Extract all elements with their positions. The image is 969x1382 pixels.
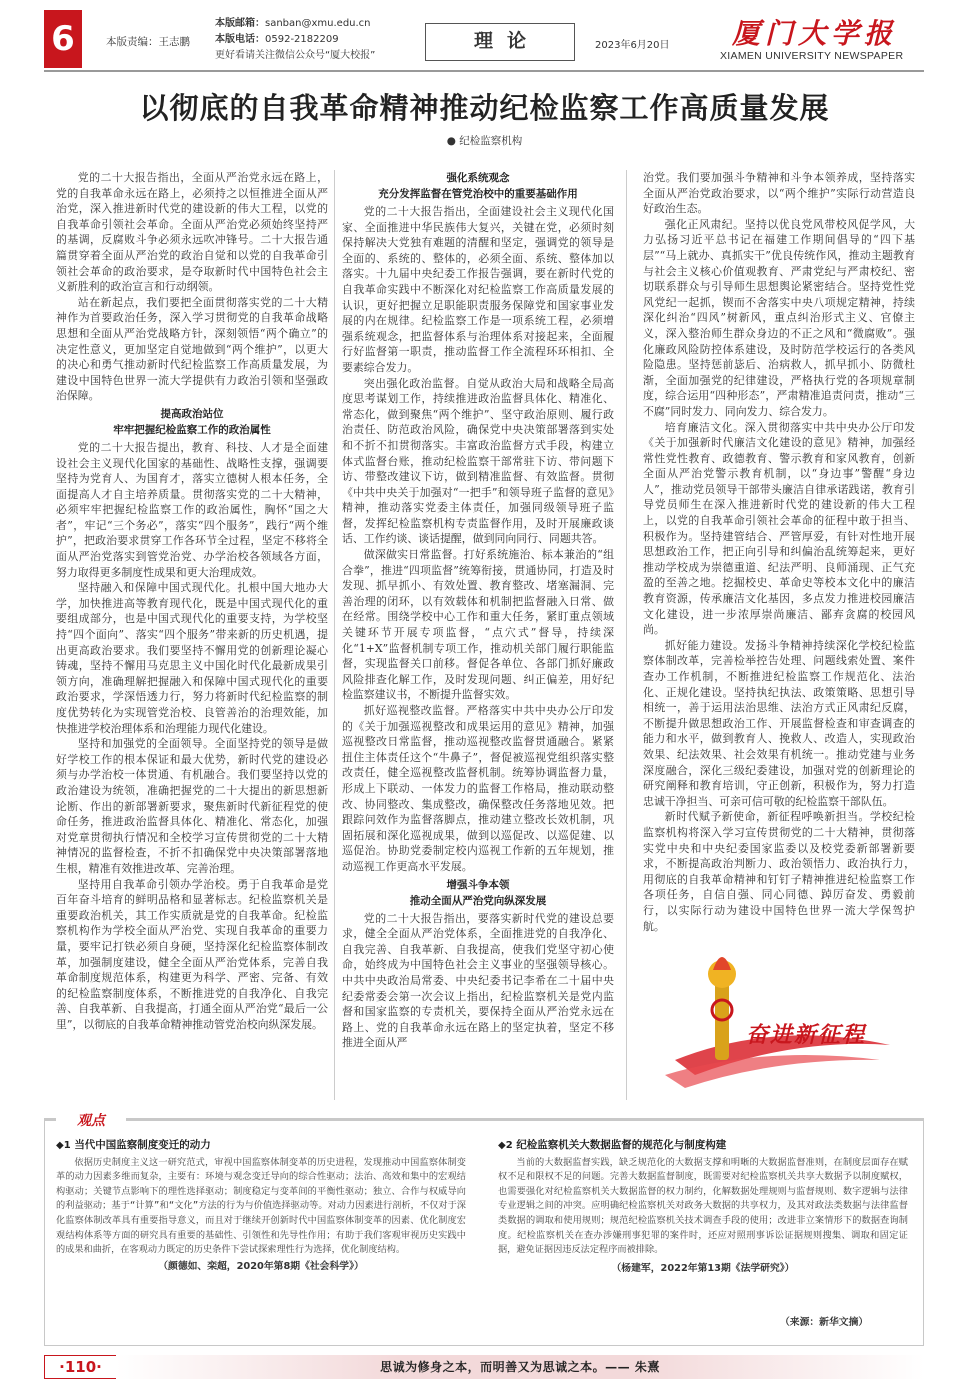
viewpoint-tag: 观点 xyxy=(56,1110,126,1130)
paragraph: 治党。我们要加强斗争精神和斗争本领养成，坚持落实全面从严治党政治要求，以“两个维护”实际行动营造良好政治生态。 xyxy=(643,171,915,216)
article-column-3 xyxy=(643,170,915,960)
editor-credit: 本版责编：王志鹏 xyxy=(106,36,190,48)
paragraph: 抓好巡视整改监督。严格落实中共中央办公厅印发的《关于加强巡视整改和成果运用的意见》精神，加强巡视整改日常监督，推动巡视整改监督贯通融合。紧紧扭住主体责任这个“牛鼻子”，督促被巡视党组织落实整改责任，健全巡视整改监督机制。统筹协调监督力量，形成上下联动、一体发力的监督工作格局，推动联动整改、协同整改、集成整改，确保整改任务落地见效。把跟踪问效作为监督落脚点，推动建立整改长效机制，巩固拓展和深化巡视成果，做到以巡促改、以巡促建、以巡促治。协助党委制定校内巡视工作新的五年规划，推动巡视工作更高水平发展。 xyxy=(342,704,614,873)
reference-item-1 xyxy=(56,1138,466,1274)
reference-title-text: 当代中国监察制度变迁的动力 xyxy=(74,1139,211,1151)
section-title: 理论 xyxy=(425,23,575,61)
subheading-line-2: 牢牢把握纪检监察工作的政治属性 xyxy=(113,423,271,436)
column-divider xyxy=(334,170,335,1100)
paragraph: 站在新起点，我们要把全面贯彻落实党的二十大精神作为首要政治任务，深入学习贯彻党的自我革命战略思想和全面从严治党战略方针，深刻领悟“两个确立”的决定性意义，更加坚定自觉地做到“两个维护”，以更大的决心和勇气推动新时代纪检监察工作高质量发展，为建设中国特色世界一流大学提供有力政治引领和坚强政治保障。 xyxy=(56,295,328,403)
column-divider xyxy=(626,170,627,1100)
paragraph: 坚持融入和保障中国式现代化。扎根中国大地办大学，加快推进高等教育现代化，既是中国式现代化的重要组成部分，也是中国式现代化的重要支持，为学校坚持“四个面向”、落实“四个服务”带来新的历史机遇，提出更高政治要求。我们要坚持不懈用党的创新理论凝心铸魂，坚持不懈用马克思主义中国化时代化最新成果引领方向，准确理解把握融入和保障中国式现代化的重要政治要求，学深悟透力行，努力将新时代纪检监察的制度优势转化为实现管党治校、良管善治的治理效能，加快推进学校治理体系和治理能力现代化建设。 xyxy=(56,581,328,735)
bullet-marker: ◆1 xyxy=(56,1140,71,1151)
wechat-note: 更好看请关注微信公众号“厦大校报” xyxy=(215,50,376,61)
article-column-2 xyxy=(342,170,614,1105)
paragraph: 突出强化政治监督。自觉从政治大局和战略全局高度思考谋划工作，持续推进政治监督具体化、精准化、常态化，做到聚焦“两个维护”、坚守政治原则、履行政治责任、防范政治风险，确保党中央决策部署落到实处和不折不扣贯彻落实。丰富政治监督方式手段，构建立体式监督台账，推动纪检监察干部常驻下访、带问题下访、带整改建议下访，做到精准监督、有效监督。贯彻《中共中央关于加强对“一把手”和领导班子监督的意见》精神，推动落实党委主体责任，加强同级领导班子监督，发挥纪检监察机构专责监督作用，及时开展廉政谈话、工作约谈、谈话提醒，做到同向同行、同题共答。 xyxy=(342,376,614,546)
footer-page-number: ·110· xyxy=(44,1355,116,1379)
bullet-marker: ◆2 xyxy=(498,1140,513,1151)
paragraph: 坚持用自我革命引领办学治校。勇于自我革命是党百年奋斗培育的鲜明品格和显著标志。纪检监察机关是重要政治机关，其工作实质就是党的自我革命。纪检监察机构作为学校全面从严治党、实现自我革命的重要力量，要牢记打铁必须自身硬，坚持深化纪检监察体制改革，加强制度建设，健全全面从严治党体系，完善自我革命制度规范体系，构建更为科学、严密、完备、有效的纪检监察制度体系，不断推进党的自我净化、自我完善、自我革新、自我提高，打通全面从严治党“最后一公里”，以彻底的自我革命精神推动管党治校向纵深发展。 xyxy=(56,877,328,1031)
reference-title xyxy=(498,1138,908,1154)
subheading-line-1: 增强斗争本领 xyxy=(446,878,510,891)
phone-number: 0592-2182209 xyxy=(265,34,339,45)
paragraph: 党的二十大报告提出，教育、科技、人才是全面建设社会主义现代化国家的基础性、战略性支撑，强调要坚持为党育人、为国育才，落实立德树人根本任务，全面提高人才自主培养质量。贯彻落实党的二十大精神，必须牢牢把握纪检监察工作的政治属性，胸怀“国之大者”，牢记“三个务必”，落实“四个服务”，践行“两个维护”，把政治要求贯穿工作各环节全过程，坚定不移将全面从严治党落实到管党治党、办学治校各领域各方面，努力取得更多制度性成果和更大治理成效。 xyxy=(56,440,328,579)
paragraph: 坚持和加强党的全面领导。全面坚持党的领导是做好学校工作的根本保证和最大优势，新时代党的建设必须与办学治校一体贯通、有机融合。我们要坚持以党的政治建设为统领，准确把握党的二十大提出的新思想新论断、作出的新部署新要求，聚焦新时代新征程党的使命任务，推进政治监督具体化、精准化、常态化，加强对党章贯彻执行情况和全校学习宣传贯彻党的二十大精神情况的监督检查，不折不扣确保党中央决策部署落地生根，精准有效推进改革、完善治理。 xyxy=(56,737,328,875)
reference-title xyxy=(56,1138,466,1154)
email-label: 本版邮箱： xyxy=(215,18,265,29)
contact-block xyxy=(215,16,375,64)
paragraph: 强化正风肃纪。坚持以优良党风带校风促学风，大力弘扬习近平总书记在福建工作期间倡导的“四下基层”“马上就办、真抓实干”优良传统作风，推动主题教育与社会主义核心价值观教育、严肃党纪与严肃校纪、密切联系群众与引导师生思想舆论紧密结合。坚持党性党风党纪一起抓，锲而不舍落实中央八项规定精神，持续深化纠治“四风”树新风，重点纠治形式主义、官僚主义，深入整治师生群众身边的不正之风和“微腐败”。强化廉政风险防控体系建设，及时防范学校运行的各类风险隐患。坚持惩前毖后、治病救人，抓早抓小、防微杜渐，全面加强党的纪律建设，严格执行党的各项规章制度，综合运用“四种形态”，严肃精准追责问责，推动“三不腐”同时发力、同向发力、综合发力。 xyxy=(643,217,915,418)
subheading xyxy=(342,877,614,909)
reference-source: （颜德如、栾超，2020年第8期《社会科学》） xyxy=(158,1260,364,1272)
subheading xyxy=(342,170,614,202)
subheading-line-2: 推动全面从严治党向纵深发展 xyxy=(409,894,547,907)
paragraph: 党的二十大报告指出，全面从严治党永远在路上，党的自我革命永远在路上，必须持之以恒推进全面从严治党，深入推进新时代党的建设新的伟大工程，以党的自我革命引领社会革命。全面从严治党必须始终坚持严的基调，反腐败斗争必须永远吹冲锋号。二十大报告通篇贯穿着全面从严治党的政治自觉和以党的自我革命引领社会革命的政治要求，是夺取新时代中国特色社会主义新胜利的政治宣言和行动纲领。 xyxy=(56,171,328,294)
paragraph: 抓好能力建设。发扬斗争精神持续深化学校纪检监察体制改革，完善检举控告处理、问题线索处置、案件查办工作机制，不断推进纪检监察工作规范化、法治化、正规化建设。坚持执纪执法、政策策略、思想引导相统一，善于运用法治思维、法治方式正风肃纪反腐，不断提升做思想政治工作、开展监督检查和审查调查的能力和水平，做到教育人、挽救人、改造人，实现政治效果、纪法效果、社会效果有机统一。推动党建与业务深度融合，深化三级纪委建设，加强对党的创新理论的研究阐释和教育培训，守正创新，积极作为，努力打造忠诚干净担当、可亲可信可敬的纪检监察干部队伍。 xyxy=(643,638,915,808)
reference-body: 依据历史制度主义这一研究范式，审视中国监察体制变革的历史进程，发现推动中国监察体制变革的动力因素多维而复杂，主要有：环境与观念变迁导向的综合性驱动；法治、高效和集中的宏观结构驱动；关键节点影响下的理性选择驱动；制度稳定与变革间的平衡性驱动；独立、合作与权威导向的利益驱动；基于“计算”和“文化”方法的行为与价值选择驱动等。对动力因素进行剖析，不仅对于深化监察体制改革具有重要指导意义，而且对于继续开创新时代中国监察体制变革的因素、优化制度宏观结构体系等方面的研究具有重要的基础性、引领性和先导性作用；有助于我们客观审视历史实践中的成果和曲折，在客观动力既定的历史条件下尝试探索理性行为选择，优化制度结构。 xyxy=(56,1156,466,1256)
subheading-line-1: 提高政治站位 xyxy=(160,407,224,420)
reference-item-2 xyxy=(498,1138,908,1276)
paragraph: 党的二十大报告指出，全面建设社会主义现代化国家、全面推进中华民族伟大复兴，关键在党，必须时刻保持解决大党独有难题的清醒和坚定，强调党的领导是全面的、系统的、整体的，必须全面、系统、整体加以落实。十九届中央纪委工作报告强调，要在新时代党的自我革命实践中不断深化对纪检监察工作高质量发展的认识，更好把握立足职能职责服务保障党和国家事业发展的内在规律。纪检监察工作是一项系统工程，必须增强系统观念，把监督体系与治理体系对接起来，全面履行好监督第一职责，推动监督工作全流程环环相扣、全要素综合发力。 xyxy=(342,205,614,374)
reference-body: 当前的大数据监督实践，缺乏规范化的大数据支撑和明晰的大数据监督准则，在制度层面存在赋权不足和限权不足的问题。完善大数据监督制度，既需要对纪检监察机关共享大数据予以制度赋权，也需要强化对纪检监察机关大数据监督的权力制约，化解数据处理规则与监督规则、数字逻辑与法律专业逻辑之间的冲突。应明确纪检监察机关对政务大数据的共享权力，及其对政法类数据与法律监督类数据的调取和使用规则；规范纪检监察机关技术调查手段的使用；改进非立案情形下的数据查询制度。纪检监察机关在查办涉嫌刑事犯罪的案件时，还应对照刑事诉讼证据规则搜集、调取和固定证据，避免证据因违反法定程序而被排除。 xyxy=(498,1156,908,1256)
email-address: sanban@xmu.edu.cn xyxy=(265,18,371,29)
subheading-line-1: 强化系统观念 xyxy=(446,172,510,184)
article-column-1 xyxy=(56,170,328,1105)
article-byline: ● 纪检监察机构 xyxy=(446,135,523,147)
footer-quote: 思诚为修身之本，而明善又为思诚之本。—— 朱熹 xyxy=(116,1355,924,1379)
reference-source: （杨建军，2022年第13期《法学研究》） xyxy=(611,1262,795,1274)
reference-credit: （来源：新华文摘） xyxy=(780,1317,869,1328)
paragraph: 党的二十大报告指出，要落实新时代党的建设总要求，健全全面从严治党体系，全面推进党的自我净化、自我完善、自我革新、自我提高，使我们党坚守初心使命，始终成为中国特色社会主义事业的坚强领导核心。中共中央政治局常委、中央纪委书记李希在二十届中央纪委常委会第一次会议上指出，纪检监察机关是党内监督和国家监察的专责机关，要保持全面从严治党永远在路上、党的自我革命永远在路上的坚定执着，坚定不移推进全面从严 xyxy=(342,911,614,1050)
emblem-caption: 奋进新征程 xyxy=(746,1022,867,1048)
footer xyxy=(44,1355,924,1379)
article-headline: 以彻底的自我革命精神推动纪检监察工作高质量发展 xyxy=(139,91,830,125)
masthead xyxy=(0,0,969,72)
page-number-badge: 6 xyxy=(44,10,82,68)
newspaper-logo-english: XIAMEN UNIVERSITY NEWSPAPER xyxy=(720,50,904,62)
subheading xyxy=(56,406,328,438)
paragraph: 培育廉洁文化。深入贯彻落实中共中央办公厅印发《关于加强新时代廉洁文化建设的意见》精神，加强经常性党性教育、政德教育、警示教育和家风教育，创新全面从严治党警示教育机制，以“身边事”警醒“身边人”，推动党员领导干部带头廉洁自律承诺践诺，教育引导党员师生在深入推进新时代党的建设新的伟大工程上，以党的自我革命引领社会革命的征程中敢于担当、积极作为。坚持建管结合、严管厚爱，有针对性地开展思想政治工作，把正向引导和纠偏治乱统筹起来，更好推动学校成为崇德重道、纪法严明、良师涌现、正气充盈的至善之地。挖掘校史、革命史等校本文化中的廉洁教育资源，传承廉洁文化基因，多点发力推进校园廉洁文化建设，进一步浓厚崇尚廉洁、鄙弃贪腐的校园风尚。 xyxy=(643,420,915,637)
issue-date: 2023年6月20日 xyxy=(595,40,670,51)
subheading-line-2: 充分发挥监督在管党治校中的重要基础作用 xyxy=(378,188,578,200)
masthead-divider xyxy=(44,70,924,72)
paragraph: 新时代赋予新使命，新征程呼唤新担当。学校纪检监察机构将深入学习宣传贯彻党的二十大精神，贯彻落实党中央和中央纪委国家监委以及校党委新部署新要求，不断提高政治判断力、政治领悟力、政治执行力，用彻底的自我革命精神和钉钉子精神推进纪检监察工作各项任务，自信自强、同心同德、踔厉奋发、勇毅前行，以实际行动为建设中国特色世界一流大学保驾护航。 xyxy=(643,810,915,933)
phone-label: 本版电话： xyxy=(215,34,265,45)
reference-title-text: 纪检监察机关大数据监督的规范化与制度构建 xyxy=(516,1139,727,1151)
newspaper-logo: 厦门大学报 xyxy=(732,17,898,50)
paragraph: 做深做实日常监督。打好系统施治、标本兼治的“组合拳”，推进“四项监督”统筹衔接，贯通协同，打造及时发现、抓早抓小、有效处置、教育整改、堵塞漏洞、完善治理的闭环，以有效载体和机制把监督融入日常、做在经常。围绕学校中心工作和重大任务，紧盯重点领域关键环节开展专项监督，“点穴式”督导，持续深化“1+X”监督机制专项工作，推动机关部门履行职能监督，实现监督关口前移。督促各单位、各部门抓好廉政风险排查化解工作，及时发现问题、纠正偏差，用好纪检监察建议书，不断提升监督实效。 xyxy=(342,548,614,702)
